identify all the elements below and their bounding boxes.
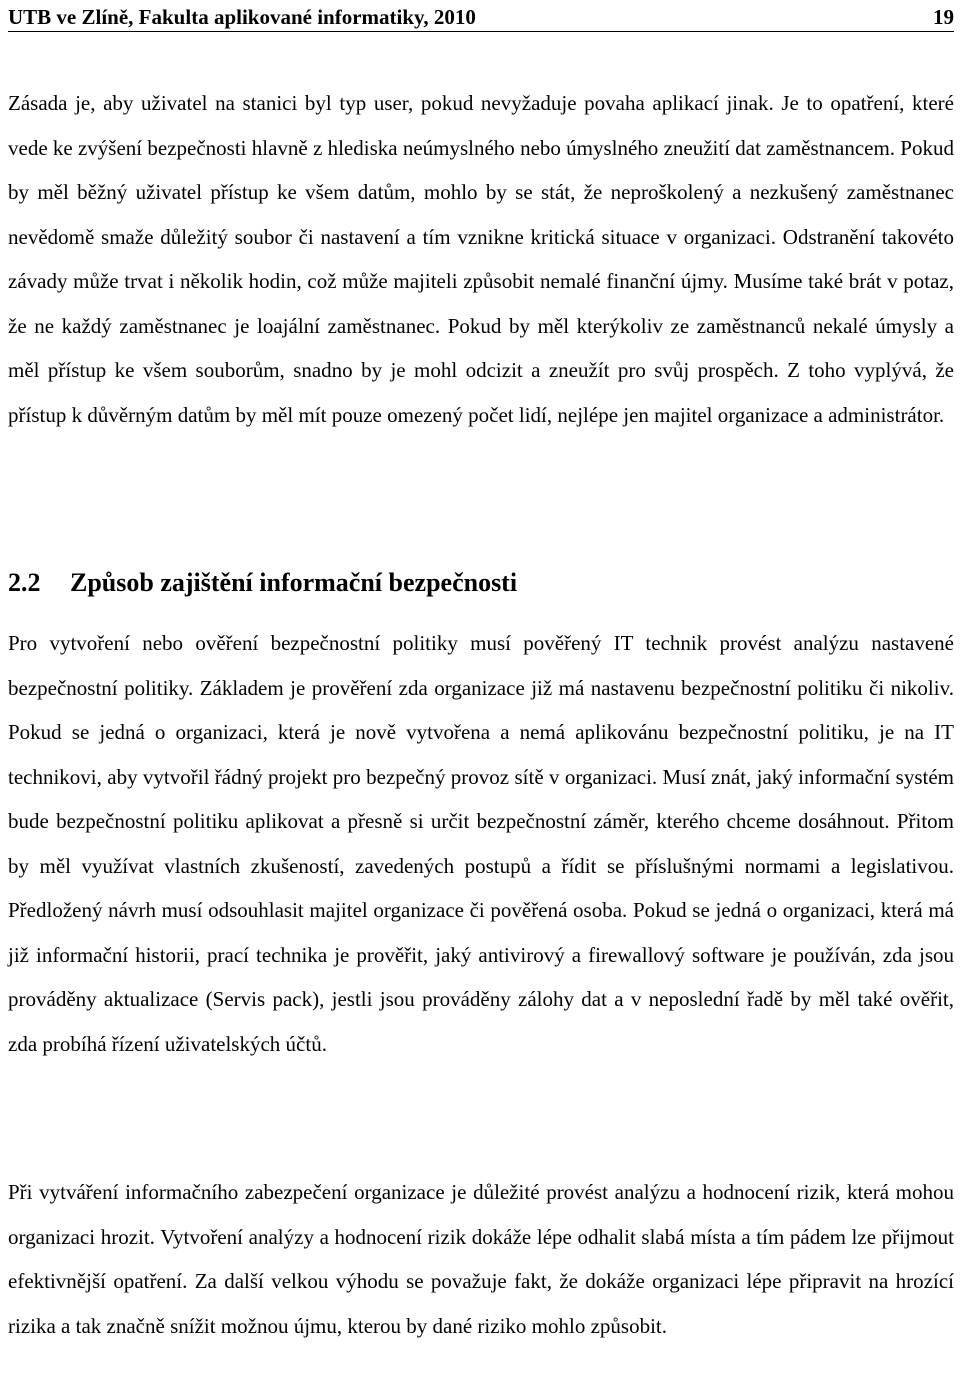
page-number: 19 <box>933 5 954 29</box>
body-paragraph-1: Zásada je, aby uživatel na stanici byl typ user, pokud nevyžaduje povaha aplikací jinak. Je to opatření, které vede ke zvýšení bezpečnosti hlavně z hlediska neúmyslného nebo úmyslného zneužití dat zaměstnancem. Pokud by měl běžný uživatel přístup ke všem datům, mohlo by se stát, že neproškolený a nezkušený zaměstnanec nevědomě smaže důležitý soubor či nastavení a tím vznikne kritická situace v organizaci. Odstranění takovéto závady může trvat i několik hodin, což může majiteli způsobit nemalé finanční újmy. Musíme také brát v potaz, že ne každý zaměstnanec je loajální zaměstnanec. Pokud by měl kterýkoliv ze zaměstnanců nekalé úmysly a měl přístup ke všem souborům, snadno by je mohl odcizit a zneužít pro svůj prospěch. Z toho vyplývá, že přístup k důvěrným datům by měl mít pouze omezený počet lidí, nejlépe jen majitel organizace a administrátor. <box>8 91 954 427</box>
body-paragraph-3: Při vytváření informačního zabezpečení organizace je důležité provést analýzu a hodnocení rizik, která mohou organizaci hrozit. Vytvoření analýzy a hodnocení rizik dokáže lépe odhalit slabá místa a tím pádem lze přijmout efektivnější opatření. Za další velkou výhodu se považuje fakt, že dokáže organizaci lépe připravit na hrozící rizika a tak značně snížit možnou újmu, kterou by dané riziko mohlo způsobit. <box>8 1180 954 1338</box>
running-header <box>8 0 954 32</box>
document-page <box>8 0 954 1386</box>
section-number: 2.2 <box>8 568 41 597</box>
header-title: UTB ve Zlíně, Fakulta aplikované informatiky, 2010 <box>8 5 476 29</box>
section-title: Způsob zajištění informační bezpečnosti <box>70 568 518 597</box>
section-heading <box>8 563 517 603</box>
body-paragraph-2: Pro vytvoření nebo ověření bezpečnostní politiky musí pověřený IT technik provést analýzu nastavené bezpečnostní politiky. Základem je prověření zda organizace již má nastavenu bezpečnostní politiku či nikoliv. Pokud se jedná o organizaci, která je nově vytvořena a nemá aplikovánu bezpečnostní politiku, je na IT technikovi, aby vytvořil řádný projekt pro bezpečný provoz sítě v organizaci. Musí znát, jaký informační systém bude bezpečnostní politiku aplikovat a přesně si určit bezpečnostní záměr, kterého chceme dosáhnout. Přitom by měl využívat vlastních zkušeností, zavedených postupů a řídit se příslušnými normami a legislativou. Předložený návrh musí odsouhlasit majitel organizace či pověřená osoba. Pokud se jedná o organizaci, která má již informační historii, prací technika je prověřit, jaký antivirový a firewallový software je používán, zda jsou prováděny aktualizace (Servis pack), jestli jsou prováděny zálohy dat a v neposlední řadě by měl také ověřit, zda probíhá řízení uživatelských účtů. <box>8 631 954 1056</box>
